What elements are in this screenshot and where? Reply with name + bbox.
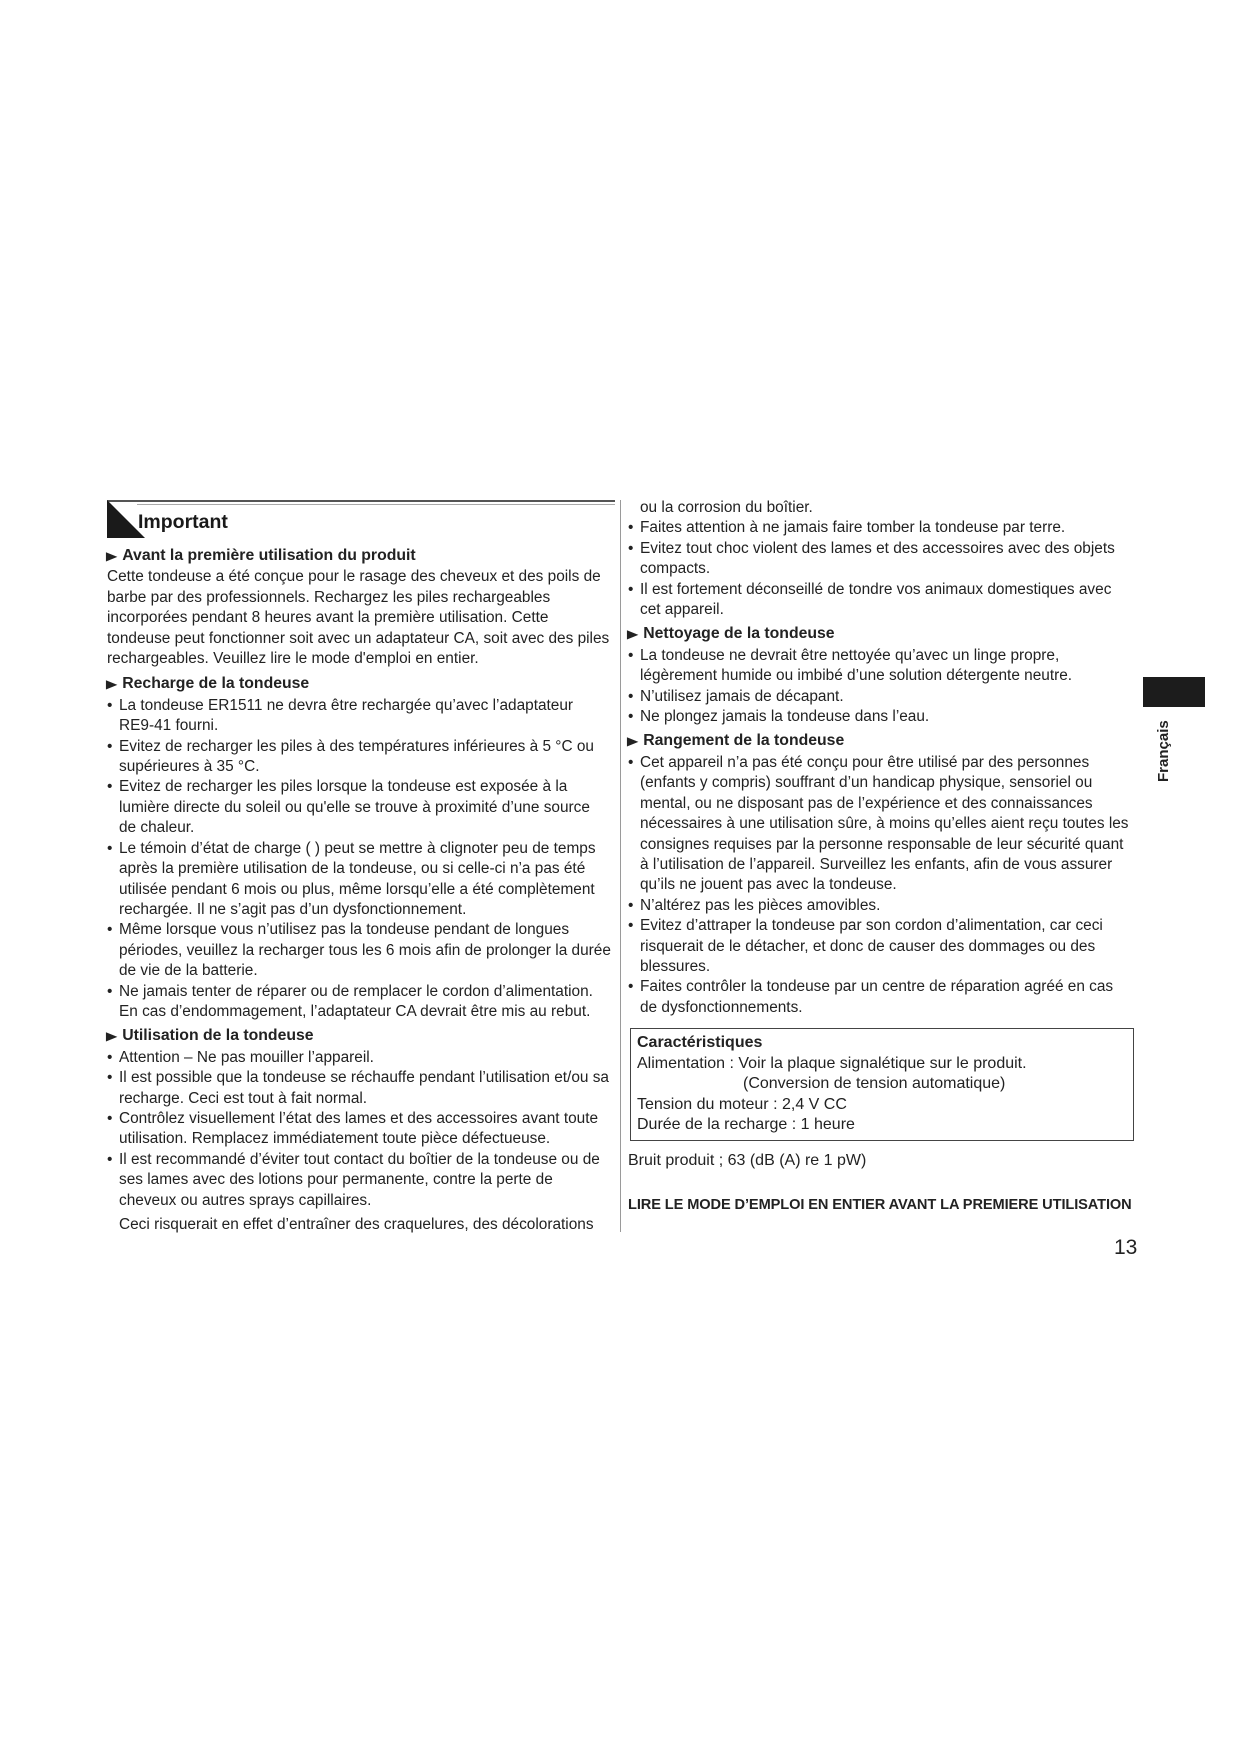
important-header bbox=[107, 498, 611, 542]
list-item: • N’altérez pas les pièces amovibles. bbox=[628, 896, 1134, 916]
list-item: • Evitez d’attraper la tondeuse par son cordon d’alimentation, car ceci risquerait de le détacher, et donc de causer des dommages ou des blessures. bbox=[628, 916, 1134, 977]
section-heading-usage bbox=[107, 1026, 611, 1046]
language-tab-label: Français bbox=[1155, 720, 1172, 782]
list-item: • Cet appareil n’a pas été conçu pour être utilisé par des personnes (enfants y compris) souffrant d’un handicap physique, sensoriel ou mental, ou ne disposant pas de l’expérience et des connaissances nécessaires à une utilisation sûre, à moins qu’elles aient reçu toutes les consignes requises par la personne responsable de leur sécurité quant à l’utilisation de l’appareil. Surveillez les enfants, afin de vous assurer qu’ils ne jouent pas avec la tondeuse. bbox=[628, 753, 1134, 896]
list-item: • Le témoin d’état de charge ( ) peut se mettre à clignoter peu de temps après la première utilisation de la tondeuse, ou si celle-ci n’a pas été utilisée pendant 6 mois ou plus, même lorsqu’elle a été complètement rechargée. Il ne s’agit pas d’un dysfonctionnement. bbox=[107, 839, 611, 921]
noise-level: Bruit produit ; 63 (dB (A) re 1 pW) bbox=[628, 1151, 867, 1169]
important-title: Important bbox=[138, 511, 228, 533]
usage-list bbox=[107, 1048, 611, 1211]
storage-list bbox=[628, 753, 1134, 1018]
list-item: • La tondeuse ne devrait être nettoyée qu’avec un linge propre, légèrement humide ou imbibé d’une solution détergente neutre. bbox=[628, 646, 1134, 687]
list-item: • Contrôlez visuellement l’état des lames et des accessoires avant toute utilisation. Remplacez immédiatement toute pièce défectueuse. bbox=[107, 1109, 611, 1150]
triangle-right-icon: ▶ bbox=[105, 677, 118, 692]
list-item: • Faites contrôler la tondeuse par un centre de réparation agréé en cas de dysfonctionnements. bbox=[628, 977, 1134, 1018]
read-manual-warning: LIRE LE MODE D’EMPLOI EN ENTIER AVANT LA PREMIERE UTILISATION bbox=[628, 1197, 1132, 1214]
triangle-right-icon: ▶ bbox=[626, 627, 639, 642]
list-item: • Il est recommandé d’éviter tout contact du boîtier de la tondeuse ou de ses lames avec des lotions pour permanente, contre la perte de cheveux ou autres sprays capillaires. bbox=[107, 1150, 611, 1211]
section-heading-before-use bbox=[107, 546, 611, 566]
list-item: • Il est possible que la tondeuse se réchauffe pendant l’utilisation et/ou sa recharge. Ceci est tout à fait normal. bbox=[107, 1068, 611, 1109]
section-heading-cleaning bbox=[628, 624, 1134, 644]
list-item: • Ne jamais tenter de réparer ou de remplacer le cordon d’alimentation. En cas d’endommagement, l’adaptateur CA devrait être mis au rebut. bbox=[107, 982, 611, 1023]
spec-charge-time: Durée de la recharge : 1 heure bbox=[637, 1116, 855, 1134]
heading-text: Rangement de la tondeuse bbox=[643, 732, 845, 750]
usage-continuation: Ceci risquerait en effet d’entraîner des craquelures, des décolorations bbox=[119, 1216, 594, 1233]
column-divider bbox=[620, 500, 621, 1232]
right-column bbox=[628, 498, 1134, 1215]
language-tab-marker bbox=[1143, 677, 1205, 707]
header-rule bbox=[107, 500, 615, 502]
list-item: • Il est fortement déconseillé de tondre vos animaux domestiques avec cet appareil. bbox=[628, 580, 1134, 621]
specifications-title: Caractéristiques bbox=[637, 1034, 763, 1052]
triangle-right-icon: ▶ bbox=[105, 549, 118, 563]
list-item: • Attention – Ne pas mouiller l’appareil. bbox=[107, 1048, 611, 1068]
cleaning-list bbox=[628, 646, 1134, 728]
charging-list bbox=[107, 696, 611, 1023]
triangle-right-icon: ▶ bbox=[626, 734, 639, 749]
heading-text: Utilisation de la tondeuse bbox=[122, 1027, 314, 1045]
spec-power-note: (Conversion de tension automatique) bbox=[743, 1075, 1006, 1093]
spec-motor-voltage: Tension du moteur : 2,4 V CC bbox=[637, 1095, 847, 1113]
list-item: • Faites attention à ne jamais faire tomber la tondeuse par terre. bbox=[628, 518, 1134, 538]
header-rule-secondary bbox=[137, 504, 615, 505]
section-heading-storage bbox=[628, 731, 1134, 751]
list-item: • Même lorsque vous n’utilisez pas la tondeuse pendant de longues périodes, veuillez la recharger tous les 6 mois afin de prolonger la durée de vie de la batterie. bbox=[107, 920, 611, 981]
usage-list-continued bbox=[628, 518, 1134, 620]
specifications-box bbox=[630, 1028, 1134, 1141]
list-item: • La tondeuse ER1511 ne devra être rechargée qu’avec l’adaptateur RE9-41 fourni. bbox=[107, 696, 611, 737]
heading-text: Avant la première utilisation du produit bbox=[122, 547, 416, 564]
list-item: • Ne plongez jamais la tondeuse dans l’eau. bbox=[628, 707, 1134, 727]
page-number: 13 bbox=[1114, 1236, 1138, 1259]
before-use-text: Cette tondeuse a été conçue pour le rasage des cheveux et des poils de barbe par des professionnels. Rechargez les piles rechargeables incorporées pendant 8 heures avant la première utilisation. Cette tondeuse peut fonctionner soit avec un adaptateur CA, soit avec des piles rechargeables. Veuillez lire le mode d'emploi en entier. bbox=[107, 568, 610, 668]
triangle-right-icon: ▶ bbox=[105, 1029, 118, 1044]
section-heading-charging bbox=[107, 674, 611, 694]
heading-text: Recharge de la tondeuse bbox=[122, 675, 310, 693]
left-column bbox=[107, 498, 611, 1235]
list-item: • Evitez de recharger les piles lorsque la tondeuse est exposée à la lumière directe du soleil ou qu'elle se trouve à proximité d’une source de chaleur. bbox=[107, 777, 611, 838]
list-item: • N’utilisez jamais de décapant. bbox=[628, 687, 1134, 707]
list-item: • Evitez tout choc violent des lames et des accessoires avec des objets compacts. bbox=[628, 539, 1134, 580]
usage-continuation-right: ou la corrosion du boîtier. bbox=[640, 499, 813, 516]
spec-power: Alimentation : Voir la plaque signalétique sur le produit. bbox=[637, 1054, 1027, 1072]
list-item: • Evitez de recharger les piles à des températures inférieures à 5 °C ou supérieures à 35 °C. bbox=[107, 737, 611, 778]
heading-text: Nettoyage de la tondeuse bbox=[643, 625, 835, 643]
